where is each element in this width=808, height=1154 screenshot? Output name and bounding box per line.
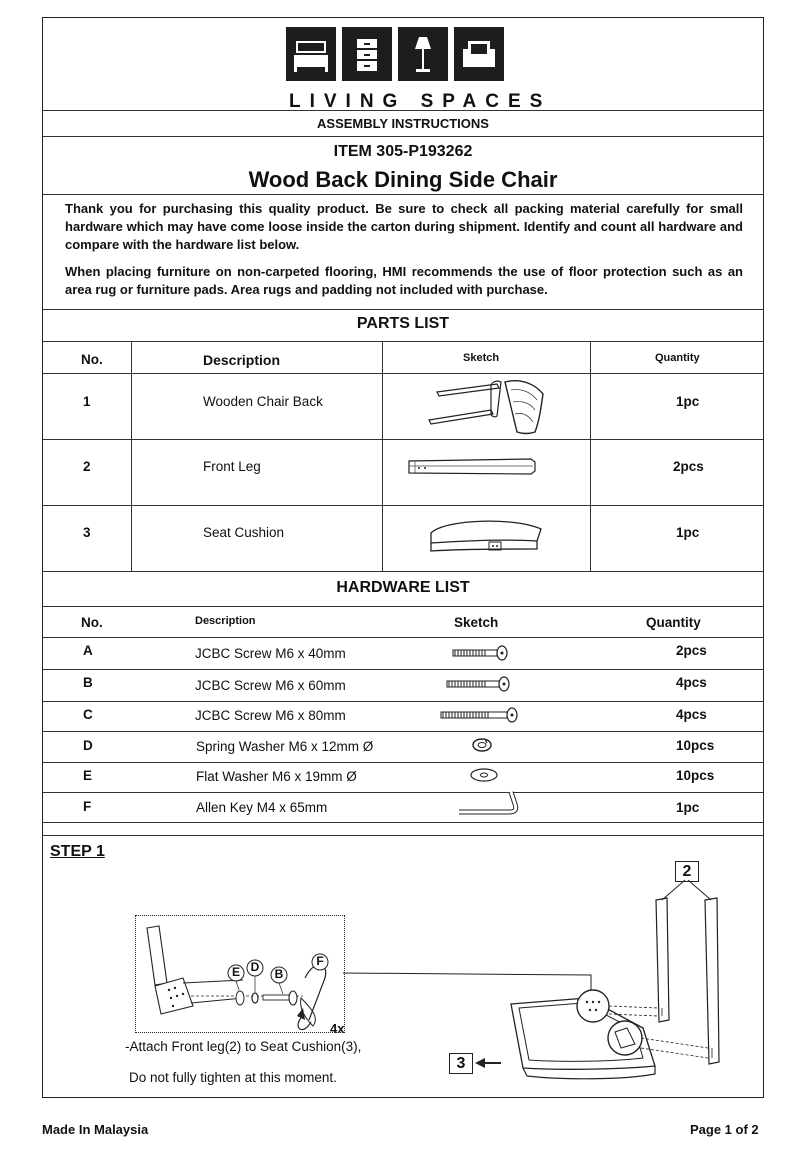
- document-frame: LIVING SPACES ASSEMBLY INSTRUCTIONS ITEM 305-P193262 Wood Back Dining Side Chair Thank you for purchasing this quality product. Be sure to check all packing material carefully for small hardware which may have come loose inside the carton during shipment. Identify and count all hardware and compare with the hardware list below. When placing furniture on non-carpeted flooring, HMI recommends the use of floor protection such as an area rug or furniture pads. Area rugs and padding not included with purchase. PARTS LIST No. Description Sketch Quantity 1 Wooden Chair Back 1pc 2 Front Leg 2pcs 3 Seat Cushion 1pc HARDWARE LIST No. Description Sketch Quantity A JCBC Screw M6 x 40mm 2pcs B JCBC Screw M6 x 60mm 4pcs C JCBC Screw M6 x 80mm 4pcs D Spring Washer M6 x 12mm Ø 10pcs E Flat Washer M6 x 19mm Ø 10pcs F Allen Key M4 x 65mm 1pc STEP 1 2 3 E D B F 4x -Attach Front leg(2) to Seat Cushion(3), Do not fully tighten at this moment.: [42, 17, 764, 1098]
- intro-paragraph-2: When placing furniture on non-carpeted flooring, HMI recommends the use of floor protection such as an area rug or furniture pads. Area rugs and padding not included with purchase.: [65, 264, 743, 297]
- label-e: E: [231, 965, 240, 979]
- parts-list-title: PARTS LIST: [356, 315, 450, 332]
- instruction-line-1: -Attach Front leg(2) to Seat Cushion(3),: [125, 1039, 362, 1054]
- callout-seat-cushion: 3: [449, 1053, 473, 1074]
- assembly-subtitle: ASSEMBLY INSTRUCTIONS: [317, 116, 489, 131]
- parts-header-no: No.: [81, 352, 103, 367]
- item-number: ITEM 305-P193262: [333, 143, 473, 160]
- hardware-header-sketch: Sketch: [454, 615, 499, 630]
- label-f: F: [316, 954, 324, 968]
- hardware-header-description: Description: [195, 615, 256, 627]
- hardware-header-no: No.: [81, 615, 103, 630]
- label-b: B: [274, 967, 284, 981]
- intro-paragraph-1: Thank you for purchasing this quality product. Be sure to check all packing material carefully for small hardware which may have come loose inside the carton during shipment. Identify and count all hardware and compare with the hardware list below.: [65, 201, 743, 252]
- step-1-diagram: [43, 18, 765, 1099]
- parts-header-quantity: Quantity: [655, 352, 700, 364]
- parts-header-sketch: Sketch: [463, 352, 500, 364]
- brand-name: LIVING SPACES: [289, 91, 552, 112]
- footer-origin: Made In Malaysia: [42, 1122, 149, 1137]
- product-name: Wood Back Dining Side Chair: [248, 167, 558, 192]
- multiplier: 4x: [330, 1021, 345, 1036]
- parts-header-description: Description: [203, 352, 281, 368]
- label-d: D: [250, 960, 260, 974]
- hardware-list-title: HARDWARE LIST: [336, 579, 470, 596]
- instruction-line-2: Do not fully tighten at this moment.: [129, 1070, 337, 1085]
- hardware-header-quantity: Quantity: [646, 615, 701, 630]
- step-1-title: STEP 1: [50, 843, 105, 860]
- callout-front-leg: 2: [675, 861, 699, 882]
- footer-page: Page 1 of 2: [690, 1122, 759, 1137]
